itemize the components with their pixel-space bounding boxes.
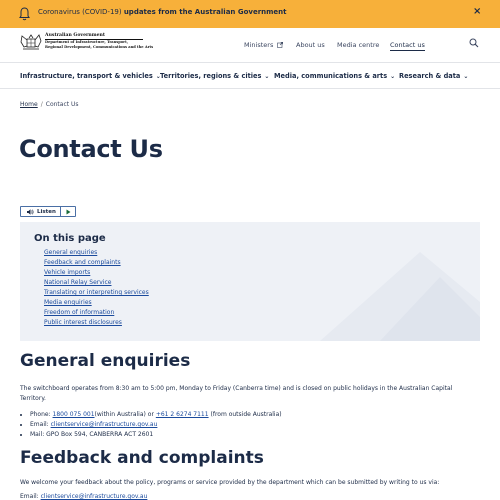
bell-icon xyxy=(19,7,30,21)
link-media-enquiries[interactable]: Media enquiries xyxy=(44,299,92,306)
alert-link-text[interactable]: updates from the Australian Government xyxy=(123,8,287,16)
phone-note-domestic: (within Australia) or xyxy=(94,411,154,418)
list-item xyxy=(30,430,282,440)
link-foi[interactable]: Freedom of information xyxy=(44,309,115,316)
mainnav-infrastructure[interactable] xyxy=(20,72,161,80)
link-vehicle-imports[interactable]: Vehicle imports xyxy=(44,269,91,276)
play-button[interactable] xyxy=(60,207,76,216)
list-item xyxy=(44,278,149,288)
main-navigation xyxy=(0,62,500,89)
search-icon[interactable] xyxy=(469,38,479,48)
play-icon xyxy=(66,209,71,215)
logo-department: Department of Infrastructure, Transport, Regional Development, Communications and the Arts xyxy=(45,40,154,49)
close-icon[interactable]: × xyxy=(473,6,482,17)
external-link-icon xyxy=(277,42,283,48)
breadcrumb-separator: / xyxy=(40,101,43,108)
feedback-heading: Feedback and complaints xyxy=(20,448,264,468)
feedback-email-link[interactable]: clientservice@infrastructure.gov.au xyxy=(40,493,148,500)
nav-ministers[interactable] xyxy=(244,41,283,49)
site-header xyxy=(0,28,500,62)
link-relay-service[interactable]: National Relay Service xyxy=(44,279,112,286)
email-link[interactable]: clientservice@infrastructure.gov.au xyxy=(50,421,158,428)
list-item xyxy=(44,298,149,308)
page-title: Contact Us xyxy=(19,135,163,163)
coat-of-arms-icon xyxy=(20,33,42,53)
listen-widget[interactable] xyxy=(20,206,76,217)
nav-about-us[interactable]: About us xyxy=(296,41,325,49)
alert-message[interactable] xyxy=(38,8,287,16)
listen-label: Listen xyxy=(37,208,56,215)
breadcrumb xyxy=(20,101,79,108)
list-item xyxy=(44,248,149,258)
nav-ministers-label: Ministers xyxy=(244,41,274,49)
breadcrumb-home[interactable]: Home xyxy=(20,101,38,108)
mail-address: Mail: GPO Box 594, CANBERRA ACT 2601 xyxy=(30,431,154,438)
nav-contact-us[interactable]: Contact us xyxy=(390,41,425,49)
mainnav-media[interactable] xyxy=(274,72,395,80)
feedback-email-label: Email: xyxy=(20,493,39,500)
mainnav-research-label: Research & data xyxy=(399,72,461,80)
general-enquiries-heading: General enquiries xyxy=(20,351,191,371)
mainnav-media-label: Media, communications & arts xyxy=(274,72,388,80)
link-feedback[interactable]: Feedback and complaints xyxy=(44,259,121,266)
feedback-email-line xyxy=(20,493,147,500)
phone-link-international[interactable]: +61 2 6274 7111 xyxy=(155,411,209,418)
list-item xyxy=(30,420,282,430)
on-this-page-heading: On this page xyxy=(34,233,106,244)
general-enquiries-text: The switchboard operates from 8:30 am to 5:00 pm, Monday to Friday (Canberra time) and is closed on public holidays in the Australian Capital Territory. xyxy=(20,385,453,402)
contact-details-list xyxy=(30,410,282,440)
phone-note-international: (from outside Australia) xyxy=(210,411,282,418)
chevron-down-icon: ⌄ xyxy=(390,73,396,80)
chevron-down-icon: ⌄ xyxy=(264,73,270,80)
alert-prefix: Coronavirus (COVID-19) xyxy=(38,8,122,16)
speaker-icon xyxy=(27,209,34,215)
link-public-interest[interactable]: Public interest disclosures xyxy=(44,319,122,326)
mainnav-infrastructure-label: Infrastructure, transport & vehicles xyxy=(20,72,153,80)
mainnav-territories-label: Territories, regions & cities xyxy=(160,72,262,80)
link-translating[interactable]: Translating or interpreting services xyxy=(44,289,149,296)
breadcrumb-current: Contact Us xyxy=(45,101,79,108)
list-item xyxy=(44,318,149,328)
list-item xyxy=(30,410,282,420)
covid-alert-bar xyxy=(0,0,500,28)
mainnav-territories[interactable] xyxy=(160,72,269,80)
link-general-enquiries[interactable]: General enquiries xyxy=(44,249,98,256)
on-this-page-list xyxy=(44,248,149,328)
list-item xyxy=(44,288,149,298)
feedback-text: We welcome your feedback about the policy, programs or service provided by the department which can be submitted by writing to us via: xyxy=(20,479,440,486)
chevron-down-icon: ⌄ xyxy=(155,73,161,80)
phone-label: Phone: xyxy=(30,411,51,418)
list-item xyxy=(44,268,149,278)
email-label: Email: xyxy=(30,421,49,428)
list-item xyxy=(44,308,149,318)
nav-media-centre[interactable]: Media centre xyxy=(337,41,380,49)
phone-link-domestic[interactable]: 1800 075 001 xyxy=(52,411,95,418)
chevron-down-icon: ⌄ xyxy=(463,73,469,80)
mainnav-research[interactable] xyxy=(399,72,468,80)
logo[interactable] xyxy=(20,33,154,57)
on-this-page-panel xyxy=(20,222,480,341)
list-item xyxy=(44,258,149,268)
logo-title: Australian Government xyxy=(45,33,105,38)
